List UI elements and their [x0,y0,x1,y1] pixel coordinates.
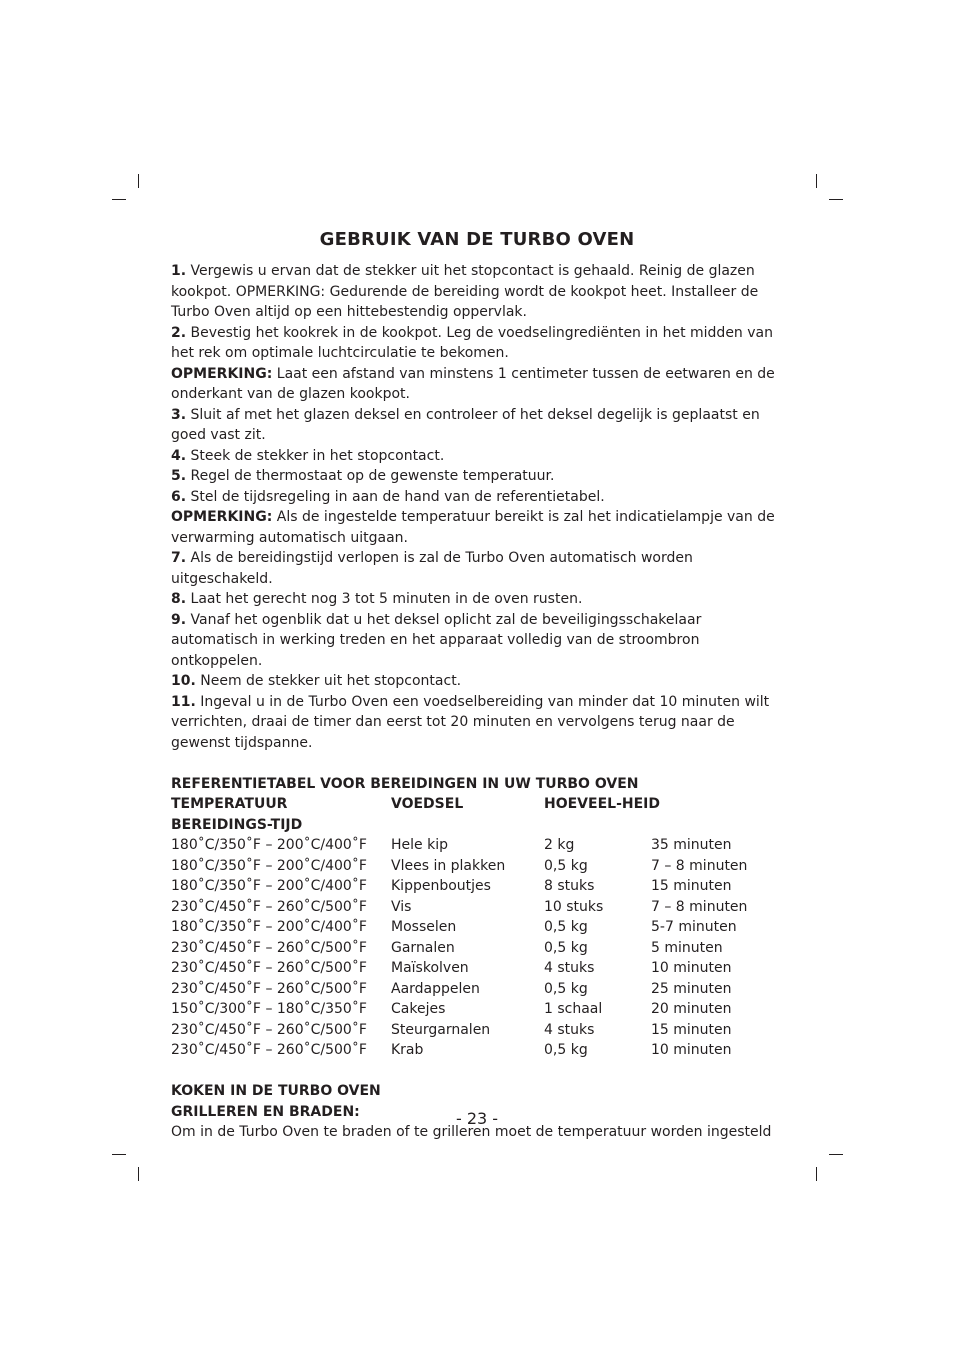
cell-time: 15 minuten [651,1021,732,1038]
cell-temperature: 230˚C/450˚F – 260˚C/500˚F [171,1021,367,1038]
instruction-number: 3. [171,406,187,423]
crop-mark [829,199,843,200]
crop-mark [816,1167,817,1181]
cell-quantity: 4 stuks [544,960,595,976]
column-header-quantity: HOEVEEL-HEID [544,796,660,812]
table-row [171,979,791,1000]
cell-quantity: 0,5 kg [544,980,588,997]
cell-food: Vlees in plakken [391,857,506,874]
instruction-number: 5. [171,468,187,484]
cell-food: Kippenboutjes [391,878,491,894]
table-header-row-2 [171,815,791,836]
instruction-number: 10. [171,673,196,689]
instruction-text: Vanaf het ogenblik dat u het deksel oplicht zal de beveiligingsschakelaar automatisch in werking treden en het apparaat volledig van de stroombron ontkoppelen. [171,611,702,669]
column-header-temperature: TEMPERATUUR [171,796,288,812]
instruction-item [171,446,791,467]
cell-time: 15 minuten [651,878,732,894]
instruction-number: 9. [171,611,187,628]
cell-food: Krab [391,1042,424,1058]
instruction-item [171,466,791,487]
cell-time: 20 minuten [651,1001,732,1017]
instruction-number: OPMERKING: [171,509,273,525]
section-text: Om in de Turbo Oven te braden of te grilleren moet de temperatuur worden ingesteld [171,1124,772,1140]
cell-time: 25 minuten [651,980,732,997]
cell-food: Steurgarnalen [391,1021,491,1038]
instruction-item [171,610,791,672]
cell-temperature: 230˚C/450˚F – 260˚C/500˚F [171,898,367,915]
cell-temperature: 230˚C/450˚F – 260˚C/500˚F [171,960,367,976]
cell-quantity: 0,5 kg [544,919,588,935]
instruction-text: Als de bereidingstijd verlopen is zal de Turbo Oven automatisch worden uitgeschakeld. [171,550,693,587]
cell-temperature: 150˚C/300˚F – 180˚C/350˚F [171,1001,367,1017]
cell-time: 10 minuten [651,960,732,976]
instructions-list [171,261,791,753]
table-row [171,999,791,1020]
cell-food: Aardappelen [391,980,480,997]
cell-quantity: 2 kg [544,837,575,853]
cell-food: Hele kip [391,837,448,853]
crop-mark [138,1167,139,1181]
cell-temperature: 180˚C/350˚F – 200˚C/400˚F [171,857,367,874]
instruction-number: 1. [171,263,187,279]
instruction-item [171,671,791,692]
cell-temperature: 180˚C/350˚F – 200˚C/400˚F [171,837,367,853]
instruction-text: Stel de tijdsregeling in aan de hand van de referentietabel. [186,488,605,505]
cell-quantity: 0,5 kg [544,1042,588,1058]
page-title: GEBRUIK VAN DE TURBO OVEN [319,229,635,250]
instruction-number: 2. [171,324,187,341]
cell-temperature: 230˚C/450˚F – 260˚C/500˚F [171,939,367,956]
section-subheading: GRILLEREN EN BRADEN: [171,1103,360,1120]
page-number: - 23 - [455,1109,499,1128]
table-row [171,897,791,918]
cell-food: Cakejes [391,1001,446,1017]
crop-mark [112,199,126,200]
column-header-food: VOEDSEL [391,796,464,812]
crop-mark [138,174,139,188]
cell-time: 5 minuten [651,939,723,956]
instruction-item [171,405,791,446]
instruction-item [171,487,791,508]
table-row [171,876,791,897]
instruction-text: Bevestig het kookrek in de kookpot. Leg de voedselingrediënten in het midden van het rek om optimale luchtcirculatie te bekomen. [171,324,773,361]
crop-mark [829,1154,843,1155]
cell-temperature: 230˚C/450˚F – 260˚C/500˚F [171,980,367,997]
column-header-time: BEREIDINGS-TIJD [171,816,303,833]
instruction-text: Neem de stekker uit het stopcontact. [195,673,462,689]
instruction-text: Laat een afstand van minstens 1 centimeter tussen de eetwaren en de onderkant van de glazen kookpot. [171,365,775,402]
instruction-text: Laat het gerecht nog 3 tot 5 minuten in de oven rusten. [186,591,583,607]
instruction-number: OPMERKING: [171,365,273,382]
page-content [171,261,791,1143]
instruction-text: Regel de thermostaat op de gewenste temperatuur. [186,468,555,484]
instruction-text: Vergewis u ervan dat de stekker uit het stopcontact is gehaald. Reinig de glazen kookpot. OPMERKING: Gedurende de bereiding wordt de kookpot heet. Installeer de Turbo Oven altijd op een hittebestendig oppervlak. [171,263,759,320]
table-heading: REFERENTIETABEL VOOR BEREIDINGEN IN UW TURBO OVEN [171,775,639,792]
cell-temperature: 180˚C/350˚F – 200˚C/400˚F [171,919,367,935]
instruction-item [171,692,791,754]
cell-food: Maïskolven [391,960,469,976]
instruction-text: Steek de stekker in het stopcontact. [186,447,445,464]
instruction-number: 7. [171,550,187,566]
section-heading: KOKEN IN DE TURBO OVEN [171,1083,381,1099]
cell-quantity: 8 stuks [544,878,595,894]
cell-temperature: 230˚C/450˚F – 260˚C/500˚F [171,1042,367,1058]
table-row [171,1040,791,1061]
cell-temperature: 180˚C/350˚F – 200˚C/400˚F [171,878,367,894]
instruction-item [171,507,791,548]
table-row [171,1020,791,1041]
cell-quantity: 10 stuks [544,898,604,915]
instruction-item [171,323,791,364]
cell-time: 5-7 minuten [651,919,737,935]
instruction-item [171,261,791,323]
cell-quantity: 1 schaal [544,1001,603,1017]
instruction-item [171,589,791,610]
instruction-item [171,548,791,589]
table-body [171,835,791,1061]
cell-time: 7 – 8 minuten [651,898,748,915]
cell-food: Mosselen [391,919,457,935]
instruction-number: 6. [171,488,187,505]
instruction-item [171,364,791,405]
instruction-number: 11. [171,693,196,710]
table-row [171,958,791,979]
table-row [171,917,791,938]
table-row [171,856,791,877]
instruction-number: 8. [171,591,187,607]
cell-food: Garnalen [391,939,455,956]
cell-time: 7 – 8 minuten [651,857,748,874]
table-header-row [171,794,791,815]
cell-quantity: 0,5 kg [544,857,588,874]
table-row [171,835,791,856]
instruction-text: Als de ingestelde temperatuur bereikt is zal het indicatielampje van de verwarming automatisch uitgaan. [171,509,775,546]
cell-quantity: 0,5 kg [544,939,588,956]
instruction-text: Ingeval u in de Turbo Oven een voedselbereiding van minder dat 10 minuten wilt verrichten, draai de timer dan eerst tot 20 minuten en vervolgens terug naar de gewenst tijdspanne. [171,693,770,751]
table-row [171,938,791,959]
crop-mark [112,1154,126,1155]
crop-mark [816,174,817,188]
cell-time: 35 minuten [651,837,732,853]
cell-food: Vis [391,898,412,915]
instruction-number: 4. [171,447,187,464]
cell-time: 10 minuten [651,1042,732,1058]
instruction-text: Sluit af met het glazen deksel en controleer of het deksel degelijk is geplaatst en goed vast zit. [171,406,760,443]
cell-quantity: 4 stuks [544,1021,595,1038]
